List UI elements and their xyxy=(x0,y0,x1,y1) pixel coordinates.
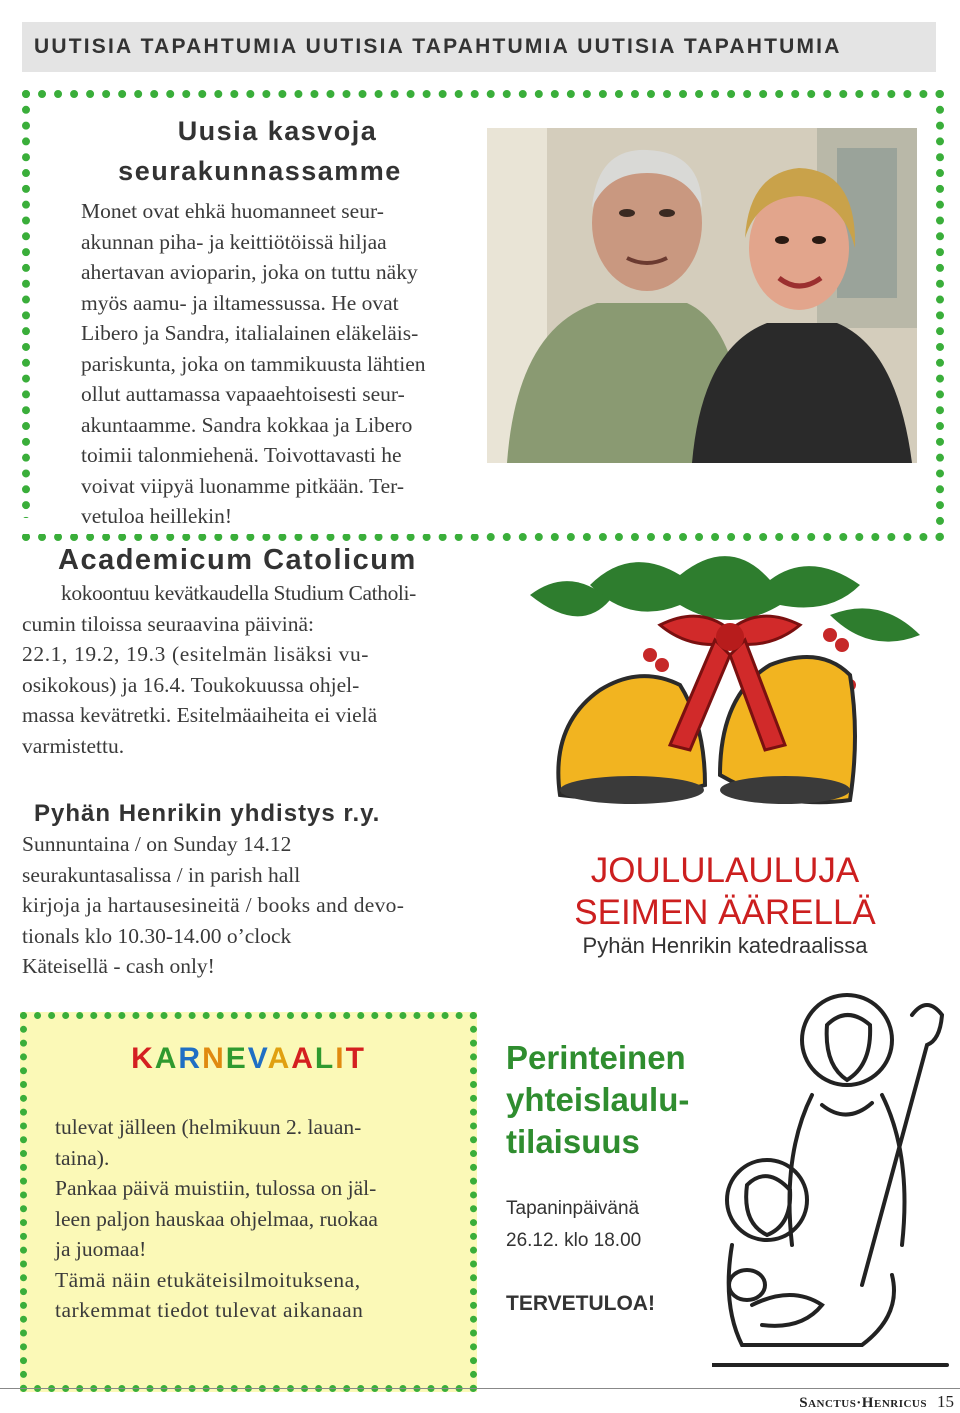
title-line: tilaisuus xyxy=(506,1123,640,1160)
page-number: 15 xyxy=(937,1392,954,1411)
text-line: Käteisellä - cash only! xyxy=(22,954,215,978)
text-line: varmistettu. xyxy=(22,733,125,758)
perinteinen-welcome: TERVETULOA! xyxy=(506,1292,655,1315)
karn-letter: T xyxy=(345,1042,366,1075)
text-line: cumin tiloissa seuraavina päivinä: xyxy=(22,611,314,636)
nativity-icon xyxy=(712,985,952,1375)
karn-letter: V xyxy=(247,1042,268,1075)
date-line: Tapaninpäivänä xyxy=(506,1198,640,1219)
magazine-name: Sanctus·Henricus xyxy=(799,1395,927,1411)
text-line: Monet ovat ehkä huomanneet seur- xyxy=(81,199,384,223)
text-line: akuntaamme. Sandra kokkaa ja Libero xyxy=(81,412,413,437)
text-line: tarkemmat tiedot tulevat aikanaan xyxy=(55,1298,364,1322)
joulu-line2: SEIMEN ÄÄRELLÄ xyxy=(574,893,876,932)
text-line: vetuloa heillekin! xyxy=(81,504,233,528)
karnevaalit-title xyxy=(20,1042,477,1076)
text-line: Pankaa päivä muistiin, tulossa on jäl- xyxy=(55,1176,377,1200)
section-banner: UUTISIA TAPAHTUMIA UUTISIA TAPAHTUMIA UUTISIA TAPAHTUMIA xyxy=(22,22,936,72)
article3-title: Pyhän Henrikin yhdistys r.y. xyxy=(34,800,381,827)
text-line: kirjoja ja hartausesineitä / books and devo- xyxy=(22,893,405,917)
text-line: Sunnuntaina / on Sunday 14.12 xyxy=(22,832,292,856)
article2-body xyxy=(22,578,453,761)
perinteinen-date xyxy=(506,1193,641,1257)
karnevaalit-body xyxy=(55,1112,434,1326)
karn-letter: I xyxy=(335,1042,346,1075)
joulu-heading xyxy=(530,850,920,934)
article1-title xyxy=(0,113,520,189)
date-line: 26.12. klo 18.00 xyxy=(506,1230,642,1251)
text-line: voivat viipyä luonamme pitkään. Ter- xyxy=(81,473,405,498)
title-line: Perinteinen xyxy=(506,1039,686,1076)
article1-title-line2: seurakunnassamme xyxy=(118,156,402,186)
text-line: tionals klo 10.30-14.00 o’clock xyxy=(22,923,292,948)
text-line: kokoontuu kevätkaudella Studium Catholi- xyxy=(61,581,416,605)
bells-icon xyxy=(530,545,930,810)
karn-letter: E xyxy=(225,1042,248,1075)
text-line: toimii talonmiehenä. Toivottavasti he xyxy=(81,443,402,467)
karn-letter: N xyxy=(202,1042,226,1075)
text-line: akunnan piha- ja keittiötöissä hiljaa xyxy=(81,229,387,254)
text-line: ahertavan avioparin, joka on tuttu näky xyxy=(81,260,418,284)
text-line: seurakuntasalissa / in parish hall xyxy=(22,862,301,887)
karn-letter: L xyxy=(314,1042,336,1075)
karn-letter: R xyxy=(178,1042,203,1075)
article1-body xyxy=(81,196,453,532)
joulu-subtitle: Pyhän Henrikin katedraalissa xyxy=(582,933,868,958)
text-line: Libero ja Sandra, italialainen eläkeläis- xyxy=(81,321,419,345)
karn-letter: K xyxy=(131,1042,155,1075)
text-line: 22.1, 19.2, 19.3 (esitelmän lisäksi vu- xyxy=(22,642,370,666)
karn-letter: A xyxy=(154,1042,179,1075)
text-line: osikokous) ja 16.4. Toukokuussa ohjel- xyxy=(22,672,360,697)
text-line: myös aamu- ja iltamessussa. He ovat xyxy=(81,290,399,315)
joulu-line1: JOULULAULUJA xyxy=(590,851,860,890)
couple-photo xyxy=(487,128,917,463)
couple-illustration xyxy=(487,128,917,463)
text-line: ja juomaa! xyxy=(55,1237,147,1261)
perinteinen-title xyxy=(506,1037,689,1163)
text-line: tulevat jälleen (helmikuun 2. lauan- xyxy=(55,1115,362,1139)
christmas-bells-image xyxy=(530,545,930,810)
text-line: Tämä näin etukäteisilmoituksena, xyxy=(55,1267,361,1292)
karn-letter: A xyxy=(291,1042,315,1075)
text-line: leen paljon hauskaa ohjelmaa, ruokaa xyxy=(55,1206,378,1231)
article2-title: Academicum Catolicum xyxy=(58,544,417,576)
text-line: taina). xyxy=(55,1145,110,1170)
article1-title-line1: Uusia kasvoja xyxy=(177,116,378,146)
footer-rule xyxy=(0,1388,960,1389)
text-line: pariskunta, joka on tammikuusta lähtien xyxy=(81,351,426,376)
article3-body xyxy=(22,829,463,982)
text-line: ollut auttamassa vapaaehtoisesti seur- xyxy=(81,382,405,406)
nativity-drawing xyxy=(712,985,952,1375)
karn-letter: A xyxy=(267,1042,292,1075)
footer xyxy=(799,1392,954,1412)
title-line: yhteislaulu- xyxy=(506,1081,690,1118)
text-line: massa kevätretki. Esitelmäaiheita ei vielä xyxy=(22,703,378,727)
